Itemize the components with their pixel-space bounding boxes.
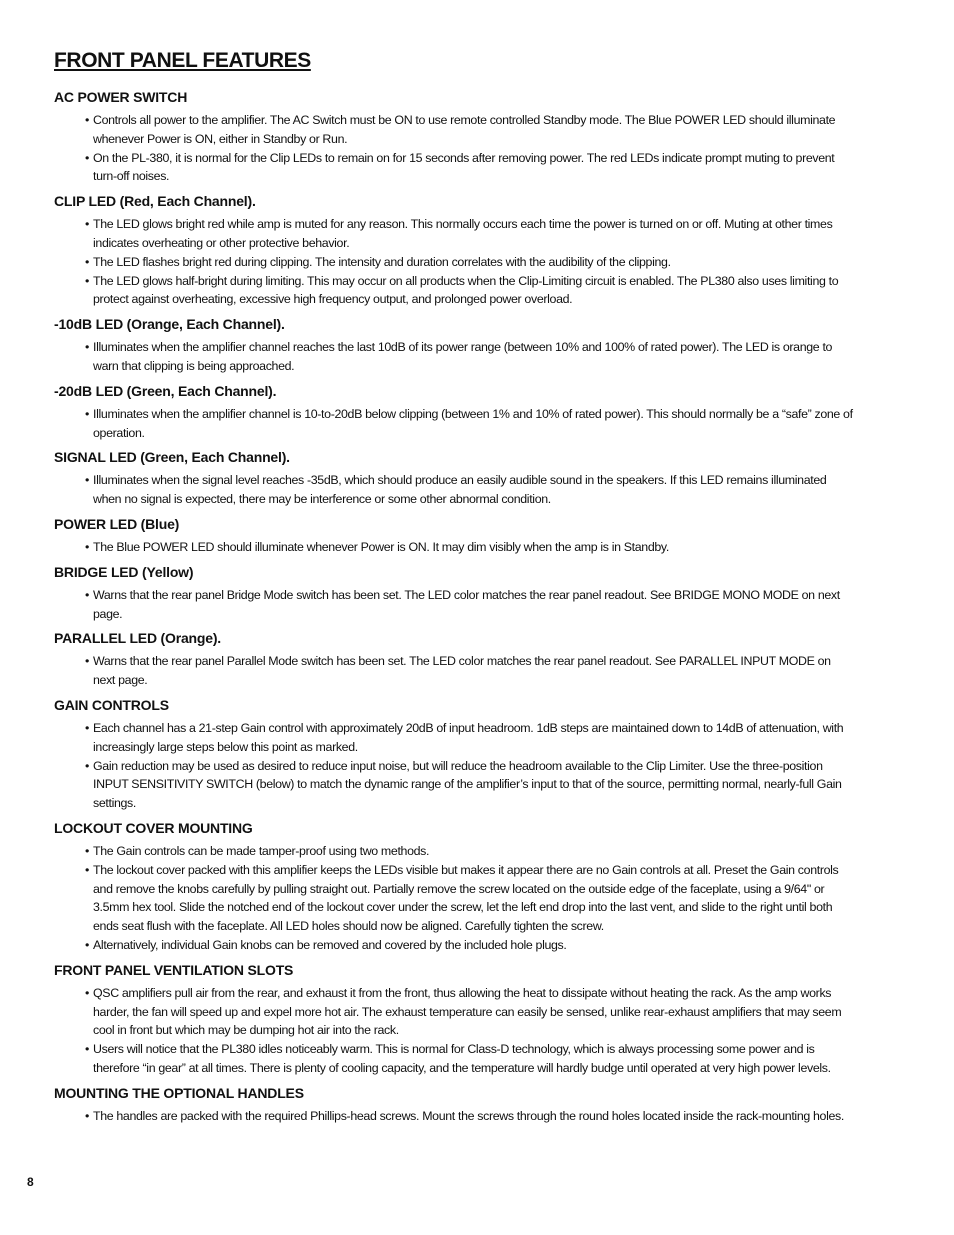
bullet-item: • The lockout cover packed with this amplifier keeps the LEDs visible but makes it appear there are no Gain controls at all. Preset the Gain controls and remove the knobs carefully by pulling straight out. Partially remove the screw located on the outside edge of the faceplate, using a 9/64" or 3.5mm hex tool. Slide the notched end of the lockout cover under the screw, let the left end drop into the last vent, and slide to the right until both ends seat flush with the faceplate. All LED holes should now be aligned. Carefully tighten the screw. <box>54 861 854 936</box>
bullet-list <box>54 215 854 309</box>
bullet-item: • The Blue POWER LED should illuminate whenever Power is ON. It may dim visibly when the amp is in Standby. <box>54 538 854 557</box>
section <box>54 961 854 1078</box>
bullet-item: • Users will notice that the PL380 idles noticeably warm. This is normal for Class-D technology, which is always processing some power and is therefore “in gear” at all times. There is plenty of cooling capacity, and the temperature will hardly budge until operated at very high power levels. <box>54 1040 854 1078</box>
bullet-item: • Illuminates when the amplifier channel is 10-to-20dB below clipping (between 1% and 10% of rated power). This should normally be a “safe” zone of operation. <box>54 405 854 443</box>
bullet-list <box>54 405 854 443</box>
document-page <box>54 48 854 1131</box>
bullet-item: • QSC amplifiers pull air from the rear, and exhaust it from the front, thus allowing the heat to dissipate without heating the rack. As the amp works harder, the fan will speed up and expel more hot air. The exhaust temperature can easily be sensed, unlike rear-exhaust amplifiers that may seem cool in front but which may be dumping hot air into the rack. <box>54 984 854 1040</box>
bullet-item: • The LED glows half-bright during limiting. This may occur on all products when the Clip-Limiting circuit is enabled. The PL380 also uses limiting to protect against overheating, excessive high frequency output, and prolonged power overload. <box>54 272 854 310</box>
bullet-item: • The LED glows bright red while amp is muted for any reason. This normally occurs each time the power is turned on or off. Muting at other times indicates overheating or other protective behavior. <box>54 215 854 253</box>
bullet-item: • Illuminates when the signal level reaches -35dB, which should produce an easily audible sound in the speakers. If this LED remains illuminated when no signal is expected, there may be interference or some other abnormal condition. <box>54 471 854 509</box>
section <box>54 1084 854 1126</box>
bullet-item: • Warns that the rear panel Parallel Mode switch has been set. The LED color matches the rear panel readout. See PARALLEL INPUT MODE on next page. <box>54 652 854 690</box>
bullet-item: • The handles are packed with the required Phillips-head screws. Mount the screws through the round holes located inside the rack-mounting holes. <box>54 1107 854 1126</box>
bullet-item: • Alternatively, individual Gain knobs can be removed and covered by the included hole plugs. <box>54 936 854 955</box>
bullet-list <box>54 984 854 1078</box>
bullet-item: • The Gain controls can be made tamper-proof using two methods. <box>54 842 854 861</box>
section <box>54 382 854 443</box>
section-heading: PARALLEL LED (Orange). <box>54 630 221 647</box>
section <box>54 563 854 624</box>
section-heading: LOCKOUT COVER MOUNTING <box>54 819 253 836</box>
bullet-list <box>54 719 854 813</box>
section <box>54 515 854 557</box>
section-heading: SIGNAL LED (Green, Each Channel). <box>54 449 290 466</box>
bullet-item: • On the PL-380, it is normal for the Clip LEDs to remain on for 15 seconds after removing power. The red LEDs indicate prompt muting to prevent turn-off noises. <box>54 149 854 187</box>
section <box>54 192 854 309</box>
bullet-item: • Warns that the rear panel Bridge Mode switch has been set. The LED color matches the rear panel readout. See BRIDGE MONO MODE on next page. <box>54 586 854 624</box>
section-heading: BRIDGE LED (Yellow) <box>54 563 194 580</box>
section <box>54 448 854 509</box>
bullet-item: • Gain reduction may be used as desired to reduce input noise, but will reduce the headroom available to the Clip Limiter. Use the three-position INPUT SENSITIVITY SWITCH (below) to match the dynamic range of the amplifier’s input to that of the source, permitting normal, nearly-full Gain settings. <box>54 757 854 813</box>
section-heading: FRONT PANEL VENTILATION SLOTS <box>54 961 294 978</box>
bullet-list <box>54 111 854 186</box>
bullet-list <box>54 471 854 509</box>
bullet-list <box>54 586 854 624</box>
bullet-item: • The LED flashes bright red during clipping. The intensity and duration correlates with the audibility of the clipping. <box>54 253 854 272</box>
section-heading: POWER LED (Blue) <box>54 515 180 532</box>
bullet-item: • Controls all power to the amplifier. The AC Switch must be ON to use remote controlled Standby mode. The Blue POWER LED should illuminate whenever Power is ON, either in Standby or Run. <box>54 111 854 149</box>
section-heading: AC POWER SWITCH <box>54 89 188 105</box>
section-heading: -10dB LED (Orange, Each Channel). <box>54 316 285 333</box>
bullet-list <box>54 538 854 557</box>
section <box>54 629 854 690</box>
bullet-list <box>54 1107 854 1126</box>
sections-container <box>54 88 854 1125</box>
bullet-list <box>54 652 854 690</box>
page-title: FRONT PANEL FEATURES <box>54 49 311 72</box>
bullet-item: • Illuminates when the amplifier channel reaches the last 10dB of its power range (between 10% and 100% of rated power). The LED is orange to warn that clipping is being approached. <box>54 338 854 376</box>
section-heading: -20dB LED (Green, Each Channel). <box>54 382 277 399</box>
bullet-list <box>54 338 854 376</box>
section <box>54 696 854 813</box>
section-heading: GAIN CONTROLS <box>54 696 169 713</box>
section <box>54 88 854 186</box>
section <box>54 819 854 955</box>
bullet-item: • Each channel has a 21-step Gain control with approximately 20dB of input headroom. 1dB steps are maintained down to 14dB of attenuation, with increasingly large steps below this point as marked. <box>54 719 854 757</box>
bullet-list <box>54 842 854 955</box>
page-number: 8 <box>27 1175 34 1189</box>
section-heading: CLIP LED (Red, Each Channel). <box>54 193 256 210</box>
section-heading: MOUNTING THE OPTIONAL HANDLES <box>54 1084 304 1101</box>
section <box>54 315 854 376</box>
